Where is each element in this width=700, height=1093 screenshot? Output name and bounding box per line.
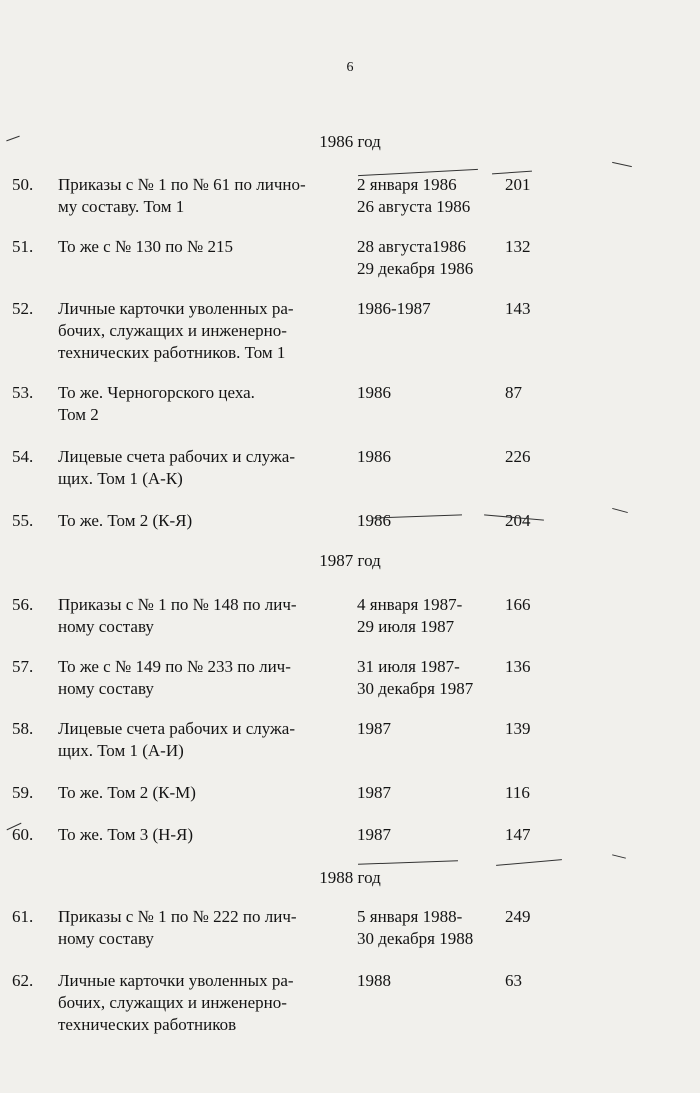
entry-title bbox=[58, 970, 328, 1036]
entry-title-line: То же. Черногорского цеха. bbox=[58, 383, 255, 402]
page-number: 6 bbox=[346, 60, 354, 75]
entry-date-line: 1986 bbox=[357, 447, 391, 466]
entry-date-line: 30 декабря 1988 bbox=[357, 929, 474, 948]
entry-date-line: 1986 bbox=[357, 383, 391, 402]
entry-sheet-count: 226 bbox=[505, 447, 531, 466]
entry-sheet-count: 201 bbox=[505, 175, 531, 194]
year-heading-1986: 1986 год bbox=[319, 132, 381, 151]
entry-date-line: 1988 bbox=[357, 971, 391, 990]
entry-number: 57. bbox=[12, 657, 34, 676]
entry-dates bbox=[357, 906, 497, 950]
entry-title-line: То же. Том 3 (Н-Я) bbox=[58, 825, 194, 844]
entry-title bbox=[58, 510, 328, 532]
entry-date-line: 26 августа 1986 bbox=[357, 197, 471, 216]
entry-title-line: То же. Том 2 (К-М) bbox=[58, 783, 196, 802]
entry-title-line: технических работников. Том 1 bbox=[58, 343, 286, 362]
entry-number: 56. bbox=[12, 595, 34, 614]
entry-title bbox=[58, 446, 328, 490]
entry-date-line: 1986-1987 bbox=[357, 299, 431, 318]
pencil-mark bbox=[612, 854, 626, 858]
entry-sheet-count: 204 bbox=[505, 511, 531, 530]
pencil-mark bbox=[612, 508, 628, 513]
entry-sheet-count: 132 bbox=[505, 237, 531, 256]
entry-title bbox=[58, 782, 328, 804]
entry-title-line: То же с № 130 по № 215 bbox=[58, 237, 234, 256]
entry-sheet-count: 143 bbox=[505, 299, 531, 318]
entry-date-line: 28 августа1986 bbox=[357, 237, 467, 256]
entry-date-line: 2 января 1986 bbox=[357, 175, 457, 194]
entry-dates bbox=[357, 298, 497, 320]
entry-date-line: 4 января 1987- bbox=[357, 595, 463, 614]
entry-title-line: ному составу bbox=[58, 679, 154, 698]
entry-title bbox=[58, 236, 328, 258]
entry-title-line: Лицевые счета рабочих и служа- bbox=[58, 719, 296, 738]
entry-title-line: бочих, служащих и инженерно- bbox=[58, 321, 287, 340]
entry-date-line: 29 июля 1987 bbox=[357, 617, 455, 636]
entry-dates bbox=[357, 656, 497, 700]
entry-title bbox=[58, 174, 328, 218]
entry-title bbox=[58, 824, 328, 846]
entry-title-line: Приказы с № 1 по № 222 по лич- bbox=[58, 907, 297, 926]
entry-date-line: 1987 bbox=[357, 825, 391, 844]
entry-title-line: То же. Том 2 (К-Я) bbox=[58, 511, 193, 530]
entry-dates bbox=[357, 718, 497, 740]
entry-title-line: Том 2 bbox=[58, 405, 99, 424]
entry-title-line: технических работников bbox=[58, 1015, 237, 1034]
entry-date-line: 29 декабря 1986 bbox=[357, 259, 474, 278]
entry-dates bbox=[357, 824, 497, 846]
entry-dates bbox=[357, 174, 497, 218]
entry-title-line: щих. Том 1 (А-К) bbox=[58, 469, 183, 488]
entry-dates bbox=[357, 446, 497, 468]
entry-date-line: 5 января 1988- bbox=[357, 907, 463, 926]
entry-title bbox=[58, 382, 328, 426]
entry-title-line: Личные карточки уволенных ра- bbox=[58, 971, 294, 990]
pencil-mark bbox=[496, 859, 562, 866]
year-heading-1987: 1987 год bbox=[319, 551, 381, 570]
entry-number: 53. bbox=[12, 383, 34, 402]
entry-title-line: ному составу bbox=[58, 929, 154, 948]
entry-sheet-count: 249 bbox=[505, 907, 531, 926]
entry-number: 61. bbox=[12, 907, 34, 926]
entry-title-line: Приказы с № 1 по № 148 по лич- bbox=[58, 595, 297, 614]
entry-sheet-count: 63 bbox=[505, 971, 522, 990]
entry-title-line: Приказы с № 1 по № 61 по лично- bbox=[58, 175, 306, 194]
entry-number: 54. bbox=[12, 447, 34, 466]
entry-number: 59. bbox=[12, 783, 34, 802]
entry-number: 52. bbox=[12, 299, 34, 318]
entry-sheet-count: 166 bbox=[505, 595, 531, 614]
entry-title bbox=[58, 906, 328, 950]
entry-number: 60. bbox=[12, 825, 34, 844]
entry-sheet-count: 136 bbox=[505, 657, 531, 676]
pencil-mark bbox=[358, 860, 458, 864]
entry-title bbox=[58, 594, 328, 638]
entry-dates bbox=[357, 510, 497, 532]
entry-date-line: 1987 bbox=[357, 719, 391, 738]
entry-dates bbox=[357, 782, 497, 804]
entry-sheet-count: 116 bbox=[505, 783, 530, 802]
entry-number: 62. bbox=[12, 971, 34, 990]
entry-title-line: ному составу bbox=[58, 617, 154, 636]
entry-date-line: 1986 bbox=[357, 511, 391, 530]
entry-dates bbox=[357, 382, 497, 404]
year-heading-1988: 1988 год bbox=[319, 868, 381, 887]
entry-title-line: бочих, служащих и инженерно- bbox=[58, 993, 287, 1012]
entry-title-line: му составу. Том 1 bbox=[58, 197, 185, 216]
pencil-mark bbox=[612, 162, 632, 167]
entry-date-line: 31 июля 1987- bbox=[357, 657, 460, 676]
entry-title bbox=[58, 718, 328, 762]
entry-date-line: 30 декабря 1987 bbox=[357, 679, 474, 698]
entry-title bbox=[58, 656, 328, 700]
entry-number: 58. bbox=[12, 719, 34, 738]
entry-title bbox=[58, 298, 328, 364]
entry-dates bbox=[357, 236, 497, 280]
entry-title-line: Личные карточки уволенных ра- bbox=[58, 299, 294, 318]
entry-number: 51. bbox=[12, 237, 34, 256]
entry-dates bbox=[357, 594, 497, 638]
entry-dates bbox=[357, 970, 497, 992]
entry-sheet-count: 87 bbox=[505, 383, 522, 402]
entry-sheet-count: 147 bbox=[505, 825, 531, 844]
entry-number: 55. bbox=[12, 511, 34, 530]
entry-title-line: щих. Том 1 (А-И) bbox=[58, 741, 184, 760]
entry-number: 50. bbox=[12, 175, 34, 194]
entry-sheet-count: 139 bbox=[505, 719, 531, 738]
entry-date-line: 1987 bbox=[357, 783, 391, 802]
entry-title-line: То же с № 149 по № 233 по лич- bbox=[58, 657, 291, 676]
entry-title-line: Лицевые счета рабочих и служа- bbox=[58, 447, 296, 466]
